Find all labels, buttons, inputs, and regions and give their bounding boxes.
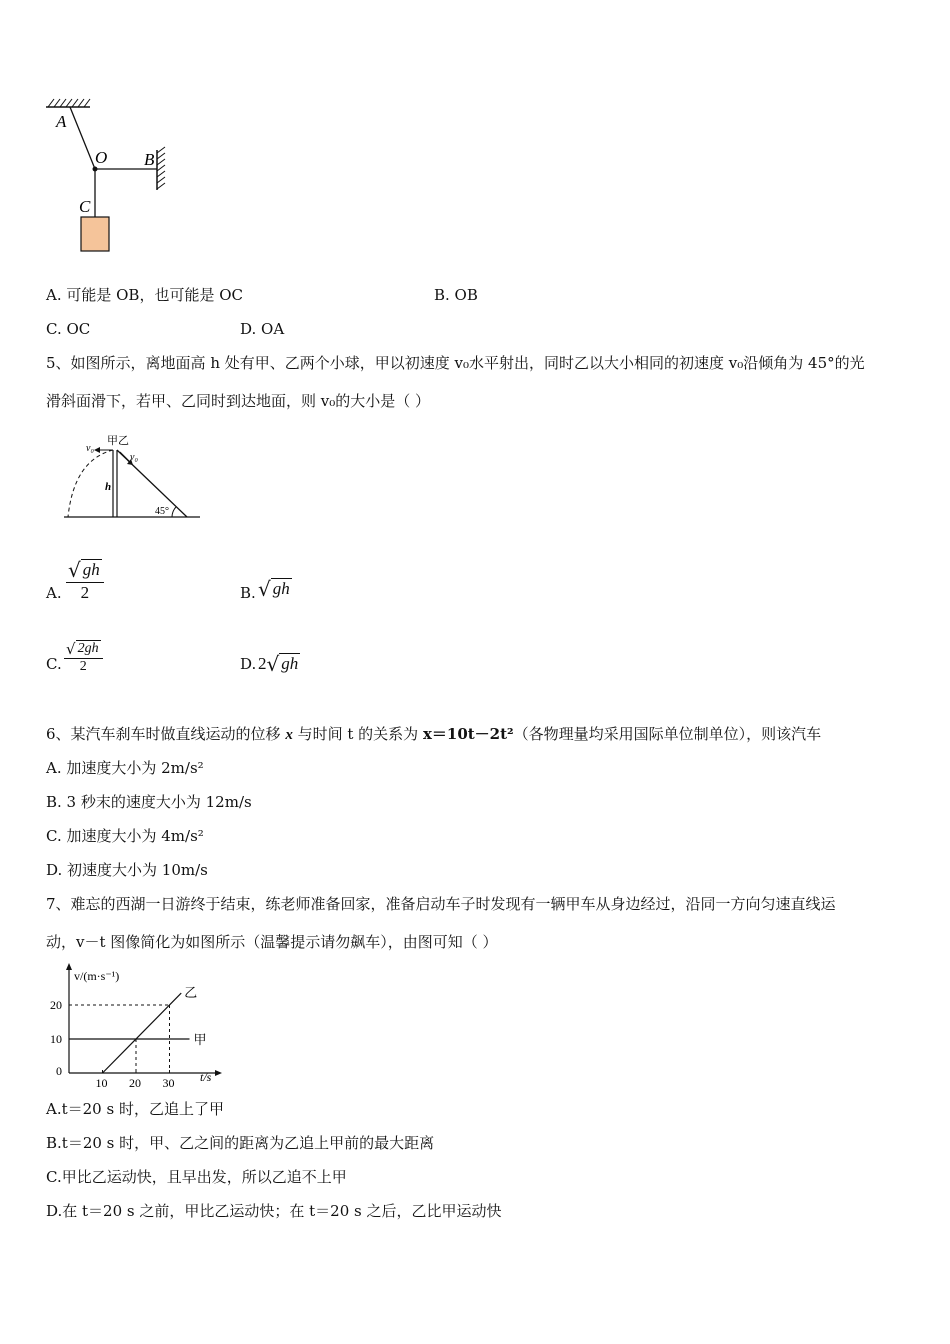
q7-option-d: D.在 t＝20 s 之前，甲比乙运动快；在 t＝20 s 之后，乙比甲运动快 xyxy=(46,1202,502,1220)
x-tick-label: 10 xyxy=(95,1076,108,1087)
q7-stem-line2: 动，v－t 图像简化为如图所示（温馨提示请勿飙车），由图可知（ ） xyxy=(46,933,498,951)
q5-option-a-formula: $\frac{√ gh}{2}$ xyxy=(66,558,104,603)
q5-c-den: 2 xyxy=(79,659,87,674)
label-O: O xyxy=(95,148,108,167)
x-axis-label: t/s xyxy=(200,1070,212,1084)
label-v0-left: v₀ xyxy=(86,443,94,454)
q5-d-coef: 2 xyxy=(258,654,267,673)
q7-stem-line1: 7、难忘的西湖一日游终于结束，练老师准备回家，准备启动车子时发现有一辆甲车从身边经过，沿同一方向匀速直线运 xyxy=(46,895,836,913)
q6-option-b: B. 3 秒末的速度大小为 12m/s xyxy=(46,793,252,811)
label-C: C xyxy=(79,197,91,216)
q5-option-d-label: D. xyxy=(240,655,257,673)
q5-b-radicand: gh xyxy=(272,579,290,598)
label-A: A xyxy=(56,112,67,131)
y-tick-label: 10 xyxy=(50,1032,62,1046)
q4-figure xyxy=(40,95,180,260)
q5-figure xyxy=(60,430,205,525)
x-tick-label: 20 xyxy=(129,1076,141,1087)
q6-stem-x: x xyxy=(285,727,293,743)
q6-option-a: A. 加速度大小为 2m/s² xyxy=(46,759,204,777)
q6-stem-a: 6、某汽车刹车时做直线运动的位移 xyxy=(46,725,286,743)
label-h: h xyxy=(105,481,112,493)
q7-vt-chart xyxy=(40,962,225,1087)
q5-a-radicand: gh xyxy=(82,560,100,579)
series-label-jia: 甲 xyxy=(193,1032,207,1047)
y-axis-label: v/(m·s⁻¹) xyxy=(74,969,120,983)
q6-option-c: C. 加速度大小为 4m/s² xyxy=(46,827,204,845)
q5-option-a-label: A. xyxy=(46,584,62,602)
label-angle: 45° xyxy=(155,506,169,517)
q5-c-radicand: 2gh xyxy=(77,641,99,656)
q5-option-d-formula: 2√ gh xyxy=(258,652,299,676)
q5-stem-line1: 5、如图所示，离地面高 h 处有甲、乙两个小球，甲以初速度 v₀水平射出，同时乙以大小相同的初速度 v₀沿倾角为 45°的光 xyxy=(46,354,865,372)
series-label-yi: 乙 xyxy=(184,985,198,1001)
x-tick-label: 30 xyxy=(162,1076,175,1087)
q4-option-c: C. OC xyxy=(46,320,91,338)
label-B: B xyxy=(144,150,155,169)
q5-option-b-label: B. xyxy=(240,584,256,602)
origin-label: 0 xyxy=(56,1064,62,1078)
q5-option-c-label: C. xyxy=(46,655,62,673)
y-tick-label: 20 xyxy=(50,998,62,1012)
q7-option-b: B.t＝20 s 时，甲、乙之间的距离为乙追上甲前的最大距离 xyxy=(46,1134,435,1152)
q5-a-den: 2 xyxy=(80,583,90,602)
q5-d-radicand: gh xyxy=(281,654,299,673)
q4-option-d: D. OA xyxy=(240,320,285,338)
q6-stem-formula: x＝10t－2t² xyxy=(422,725,514,743)
q4-option-b: B. OB xyxy=(434,286,478,304)
q6-option-d: D. 初速度大小为 10m/s xyxy=(46,861,208,879)
q6-stem xyxy=(46,724,821,745)
label-jiayi: 甲乙 xyxy=(107,435,129,447)
q6-stem-c: （各物理量均采用国际单位制单位），则该汽车 xyxy=(513,725,822,743)
q7-option-c: C.甲比乙运动快，且早出发，所以乙追不上甲 xyxy=(46,1168,347,1186)
q6-stem-b: 与时间 t 的关系为 xyxy=(292,725,423,743)
q5-stem-line2: 滑斜面滑下，若甲、乙同时到达地面，则 v₀的大小是（ ） xyxy=(46,392,431,410)
q5-option-b-formula: √ gh xyxy=(258,577,290,601)
label-v0-right: v₀ xyxy=(130,452,138,463)
q4-option-a: A. 可能是 OB，也可能是 OC xyxy=(46,286,244,304)
q7-option-a: A.t＝20 s 时，乙追上了甲 xyxy=(46,1100,224,1118)
q5-option-c-formula: $\frac{√ 2gh}{2}$ xyxy=(64,640,103,675)
